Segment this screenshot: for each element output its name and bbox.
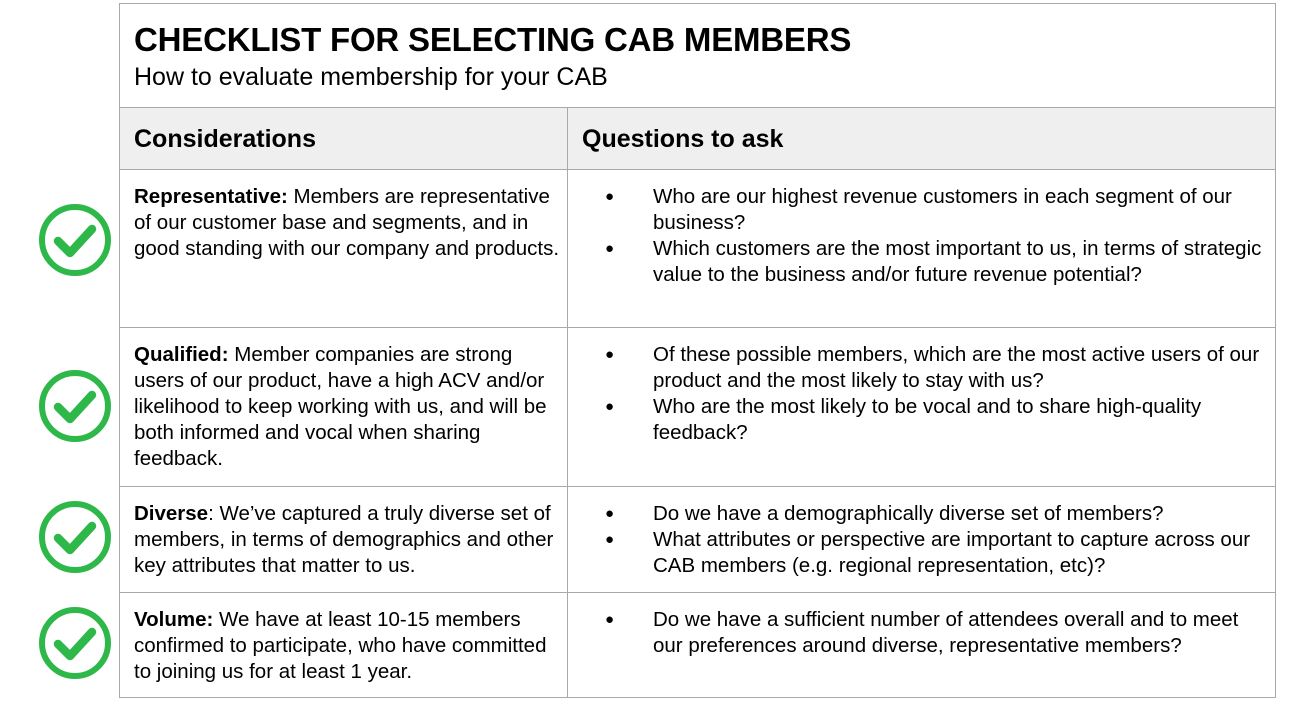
question-item: ● Who are the most likely to be vocal and to share high-quality feedback? [582,394,1262,446]
questions-cell [582,342,1262,446]
question-item: ● Which customers are the most important to us, in terms of strategic value to the business and/or future revenue potential? [582,236,1262,288]
check-circle-icon [37,368,113,444]
questions-list [582,184,1262,288]
question-item: ● Do we have a sufficient number of attendees overall and to meet our preferences around diverse, representative members? [582,607,1262,659]
question-item: ● Who are our highest revenue customers in each segment of our business? [582,184,1262,236]
consideration-cell [134,501,562,579]
questions-cell [582,184,1262,288]
table-row [120,328,1275,487]
consideration-cell [134,607,562,685]
table-header-row [120,108,1275,170]
checklist-table [119,3,1276,698]
header-questions: Questions to ask [582,125,784,153]
consideration-description: We have at least 10-15 members confirmed to participate, who have committed to joining us for at least 1 year. [134,608,547,683]
consideration-description: Member companies are strong users of our product, have a high ACV and/or likelihood to keep working with us, and will be both informed and vocal when sharing feedback. [134,343,547,470]
consideration-term: Volume: [134,608,214,631]
consideration-term: Representative: [134,185,288,208]
header-considerations: Considerations [134,125,316,153]
table-row [120,487,1275,593]
document-title: CHECKLIST FOR SELECTING CAB MEMBERS [134,21,852,58]
table-row [120,593,1275,697]
question-item: ● Of these possible members, which are the most active users of our product and the most likely to stay with us? [582,342,1262,394]
table-row [120,170,1275,328]
questions-list [582,607,1262,659]
consideration-description: : We’ve captured a truly diverse set of members, in terms of demographics and other key attributes that matter to us. [134,502,554,577]
questions-list [582,501,1262,579]
consideration-description: Members are representative of our customer base and segments, and in good standing with our company and products. [134,185,560,260]
question-item: ● What attributes or perspective are important to capture across our CAB members (e.g. regional representation, etc)? [582,527,1262,579]
check-circle-icon [37,499,113,575]
document-subtitle: How to evaluate membership for your CAB [134,63,608,91]
consideration-term: Qualified: [134,343,229,366]
consideration-term: Diverse [134,502,209,525]
title-area [120,4,1275,108]
consideration-cell [134,342,562,472]
questions-cell [582,501,1262,579]
questions-list [582,342,1262,446]
consideration-cell [134,184,562,262]
questions-cell [582,607,1262,659]
check-circle-icon [37,605,113,681]
check-circle-icon [37,202,113,278]
question-item: ● Do we have a demographically diverse set of members? [582,501,1262,527]
